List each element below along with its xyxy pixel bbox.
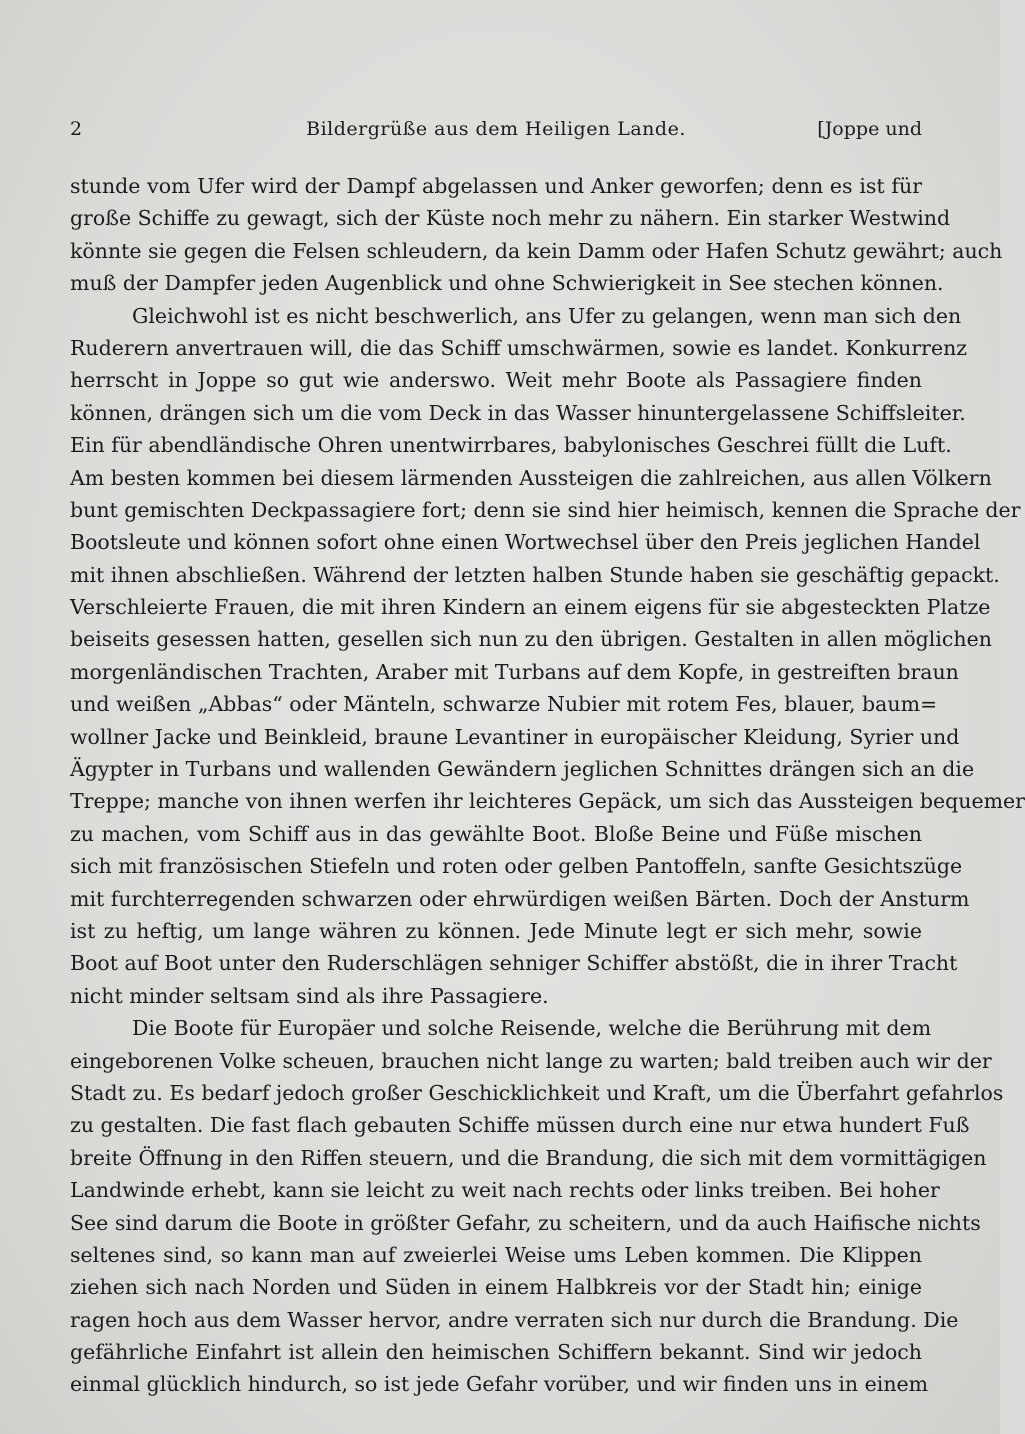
text-line: Stadt zu. Es bedarf jedoch großer Geschicklichkeit und Kraft, um die Überfahrt gefahrlos [70, 1080, 1004, 1105]
text-line: breite Öffnung in den Riffen steuern, und die Brandung, die sich mit dem vormittägigen [70, 1145, 987, 1170]
text-line: Ein für abendländische Ohren unentwirrbares, babylonisches Geschrei füllt die Luft. [70, 433, 952, 458]
text-line: Ruderern anvertrauen will, die das Schiff umschwärmen, sowie es landet. Konkurrenz [70, 335, 968, 360]
paragraph-first-line: Gleichwohl ist es nicht beschwerlich, ans Ufer zu gelangen, wenn man sich den [132, 303, 962, 328]
text-line: bunt gemischten Deckpassagiere fort; denn sie sind hier heimisch, kennen die Sprache der [70, 497, 1021, 522]
header-rule [70, 146, 922, 147]
text-line: wollner Jacke und Beinkleid, braune Levantiner in europäischer Kleidung, Syrier und [70, 724, 960, 749]
text-line: ziehen sich nach Norden und Süden in einem Halbkreis vor der Stadt hin; einige [70, 1275, 922, 1300]
text-line: morgenländischen Trachten, Araber mit Turbans auf dem Kopfe, in gestreiften braun [70, 659, 959, 684]
text-line: beiseits gesessen hatten, gesellen sich nun zu den übrigen. Gestalten in allen möglichen [70, 627, 992, 652]
paragraph-first-line: Die Boote für Europäer und solche Reisende, welche die Berührung mit dem [132, 1016, 932, 1041]
text-line: See sind darum die Boote in größter Gefahr, zu scheitern, und da auch Haifische nichts [70, 1210, 981, 1235]
text-line: ragen hoch aus dem Wasser hervor, andre verraten sich nur durch die Brandung. Die [70, 1307, 959, 1332]
text-line: zu machen, vom Schiff aus in das gewählte Boot. Bloße Beine und Füße mischen [70, 821, 922, 846]
text-line: Boot auf Boot unter den Ruderschlägen sehniger Schiffer abstößt, die in ihrer Tracht [70, 951, 958, 976]
running-header [70, 118, 922, 142]
text-line: mit ihnen abschließen. Während der letzten halben Stunde haben sie geschäftig gepackt. [70, 562, 1000, 587]
text-line: einmal glücklich hindurch, so ist jede Gefahr vorüber, und wir finden uns in einem [70, 1372, 929, 1397]
text-line: könnte sie gegen die Felsen schleudern, da kein Damm oder Hafen Schutz gewährt; auch [70, 238, 1003, 263]
text-line: können, drängen sich um die vom Deck in das Wasser hinuntergelassene Schiffsleiter. [70, 400, 966, 425]
text-line: Treppe; manche von ihnen werfen ihr leichteres Gepäck, um sich das Aussteigen bequemer [70, 789, 1025, 814]
text-line: ist zu heftig, um lange währen zu können. Jede Minute legt er sich mehr, sowie [70, 918, 922, 943]
running-title: Bildergrüße aus dem Heiligen Lande. [306, 118, 686, 140]
text-line: Verschleierte Frauen, die mit ihren Kindern an einem eigens für sie abgesteckten Platze [70, 595, 991, 620]
text-line: eingeborenen Volke scheuen, brauchen nicht lange zu warten; bald treiben auch wir der [70, 1048, 992, 1073]
text-line: Landwinde erhebt, kann sie leicht zu weit nach rechts oder links treiben. Bei hoher [70, 1178, 940, 1203]
text-line: nicht minder seltsam sind als ihre Passagiere. [70, 983, 549, 1008]
text-line: gefährliche Einfahrt ist allein den heimischen Schiffern bekannt. Sind wir jedoch [70, 1340, 922, 1365]
text-line: Am besten kommen bei diesem lärmenden Aussteigen die zahlreichen, aus allen Völkern [70, 465, 992, 490]
text-line: stunde vom Ufer wird der Dampf abgelassen und Anker geworfen; denn es ist für [70, 174, 922, 198]
section-tag: [Joppe und [817, 118, 922, 140]
text-line: große Schiffe zu gewagt, sich der Küste noch mehr zu nähern. Ein starker Westwind [70, 206, 951, 231]
page-number: 2 [70, 118, 83, 140]
text-line: Bootsleute und können sofort ohne einen Wortwechsel über den Preis jeglichen Handel [70, 530, 981, 555]
text-line: seltenes sind, so kann man auf zweierlei Weise ums Leben kommen. Die Klippen [70, 1242, 922, 1267]
text-line: herrscht in Joppe so gut wie anderswo. Weit mehr Boote als Passagiere finden [70, 368, 922, 393]
text-line: mit furchterregenden schwarzen oder ehrwürdigen weißen Bärten. Doch der Ansturm [70, 886, 970, 911]
text-line: sich mit französischen Stiefeln und roten oder gelben Pantoffeln, sanfte Gesichtszüge [70, 854, 963, 879]
text-line: Ägypter in Turbans und wallenden Gewändern jeglichen Schnittes drängen sich an die [70, 757, 975, 782]
body-text [70, 170, 1025, 1401]
text-line: und weißen „Abbas“ oder Mänteln, schwarze Nubier mit rotem Fes, blauer, baum= [70, 692, 938, 717]
text-line: zu gestalten. Die fast flach gebauten Schiffe müssen durch eine nur etwa hundert Fuß [70, 1113, 970, 1138]
text-line: muß der Dampfer jeden Augenblick und ohne Schwierigkeit in See stechen können. [70, 271, 944, 296]
